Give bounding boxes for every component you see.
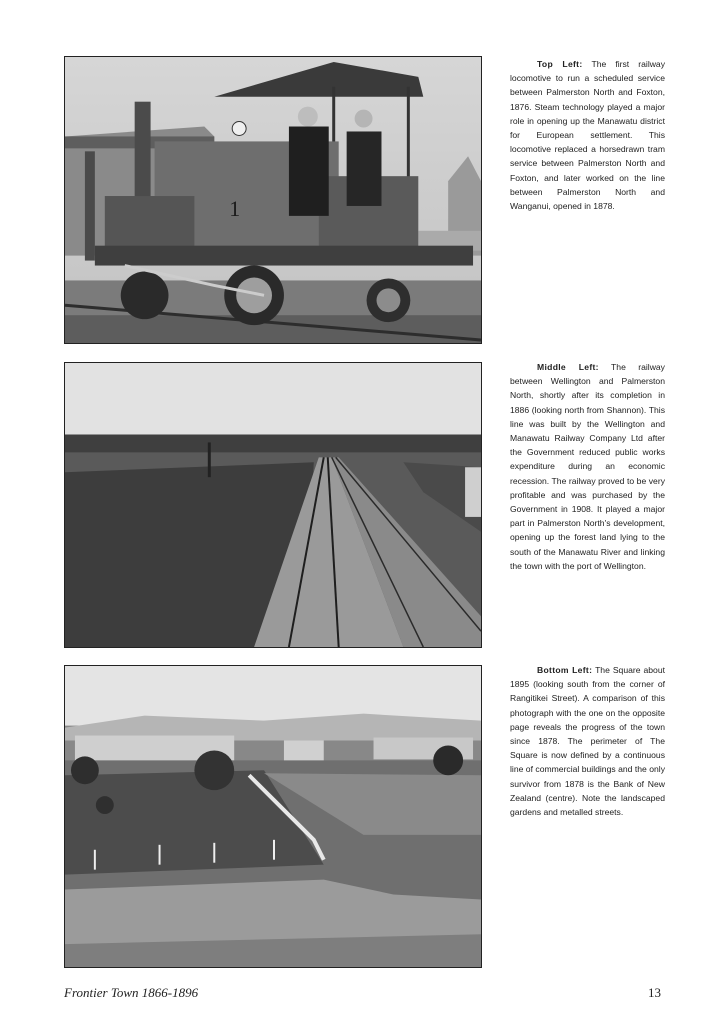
caption-top-left — [510, 57, 665, 213]
caption-bottom-left — [510, 663, 665, 819]
locomotive-image — [65, 57, 481, 343]
page-number: 13 — [648, 985, 661, 1000]
caption-text: The railway between Wellington and Palmerston North, shortly after its completion in 1886 (looking north from Shannon). This line was built by the Wellington and Manawatu Railway Company Ltd after the Government reduced public works expenditure during an economic recession. The railway proved to be very profitable and was purchased by the Government in 1908. It played a major part in Palmerston North's development, opening up the forest land lying to the south of the Manawatu River and linking the town with the port of Wellington. — [510, 362, 665, 571]
caption-lead: Middle Left: — [537, 362, 599, 372]
caption-lead: Top Left: — [537, 59, 583, 69]
locomotive-number: 1 — [229, 196, 241, 221]
caption-middle-left — [510, 360, 665, 573]
caption-lead: Bottom Left: — [537, 665, 593, 675]
footer-book-title: Frontier Town 1866-1896 — [64, 985, 199, 1000]
photo-the-square — [64, 665, 482, 968]
square-image — [65, 666, 481, 967]
caption-text: The Square about 1895 (looking south from the corner of Rangitikei Street). A comparison of this photograph with the one on the opposite page reveals the progress of the town since 1878. The perimeter of The Square is now defined by a continuous line of commercial buildings and the only survivor from 1878 is the Bank of New Zealand (centre). Note the landscaped gardens and metalled streets. — [510, 665, 666, 818]
caption-text: The first railway locomotive to run a scheduled service between Palmerston North and Foxton, 1876. Steam technology played a major role in opening up the Manawatu district for European settlement. This locomotive replaced a horsedrawn tram service between Palmerston North and Foxton, and later worked on the line between Palmerston North and Wanganui, opened in 1878. — [510, 59, 666, 212]
photo-railway-line — [64, 362, 482, 648]
photo-locomotive — [64, 56, 482, 344]
railway-image — [65, 363, 481, 647]
